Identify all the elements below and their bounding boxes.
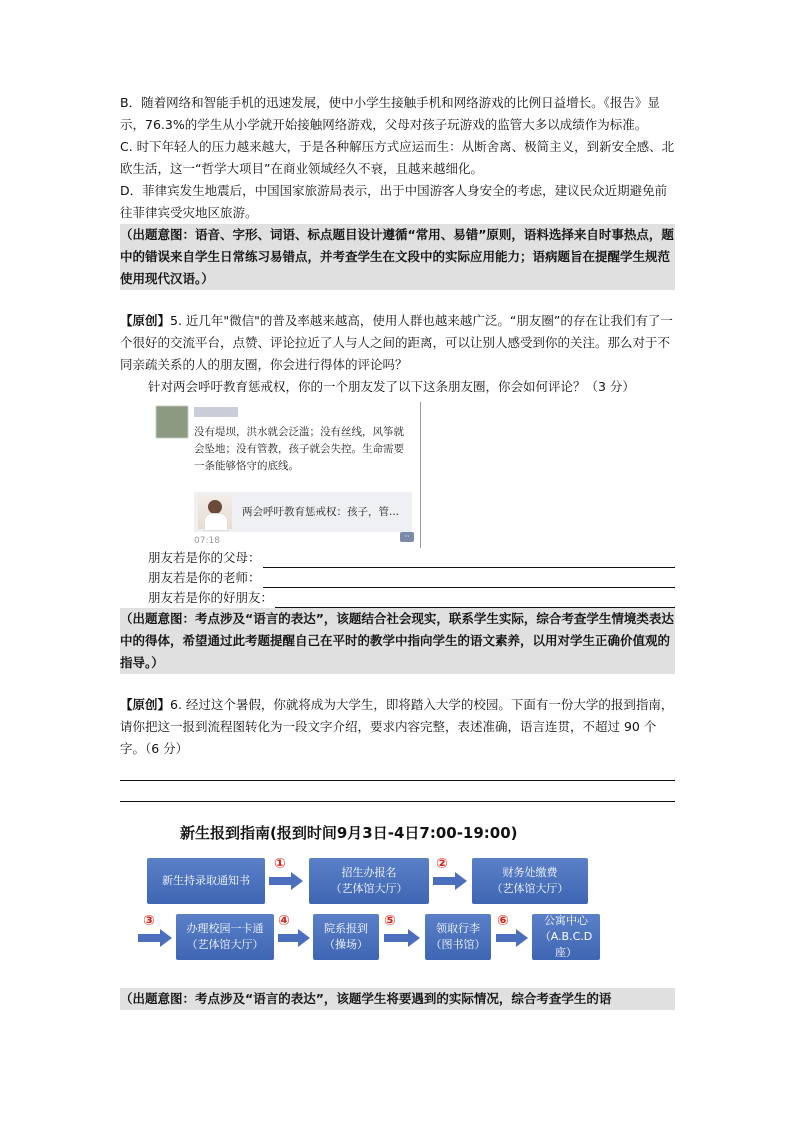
fill-label: 朋友若是你的老师： xyxy=(148,570,261,585)
arrow-icon xyxy=(298,929,310,947)
question-6-text: 6. 经过这个暑假，你就将成为大学生，即将踏入大学的校园。下面有一份大学的报到指南，请你把这一报到流程图转化为一段文字介绍，要求内容完整，表述准确，语言连贯，不超过 90 个字。（6 分） xyxy=(120,697,674,756)
link-title: 两会呼吁教育惩戒权：孩子，管... xyxy=(242,506,400,518)
question-5-text: 5. 近几年"微信"的普及率越来越高，使用人群也越来越广泛。“朋友圈”的存在让我们有了一个很好的交流平台，点赞、评论拉近了人与人之间的距离，可以让别人感受到你的关注。那么对于不同亲疏关系的人的朋友圈，你会进行得体的评论吗？ xyxy=(120,313,673,372)
exam-page xyxy=(120,92,675,1010)
question-5-sub: 针对两会呼吁教育惩戒权，你的一个朋友发了以下这条朋友圈，你会如何评论？（3 分） xyxy=(148,379,635,394)
flow-step: 办理校园一卡通 （艺体馆大厅） xyxy=(176,914,274,960)
fill-row-friend xyxy=(120,588,675,608)
flow-step: 公寓中心 （A.B.C.D座） xyxy=(532,914,600,960)
step-number: ⑥ xyxy=(497,913,509,929)
step-number: ④ xyxy=(278,913,290,929)
flow-step: 财务处缴费 （艺体馆大厅） xyxy=(472,858,588,904)
step-number: ③ xyxy=(143,913,155,929)
flow-step: 招生办报名 （艺体馆大厅） xyxy=(309,858,429,904)
step-number: ① xyxy=(274,856,286,872)
moment-text: 没有堤坝，洪水就会泛滥；没有丝线，风筝就会坠地；没有管教，孩子就会失控。生命需要一条能够恪守的底线。 xyxy=(194,426,404,472)
option-b: B．随着网络和智能手机的迅速发展，使中小学生接触手机和网络游戏的比例日益增长。《报告》显示，76.3%的学生从小学就开始接触网络游戏，父母对孩子玩游戏的监管大多以成绩作为标准。 xyxy=(120,95,660,132)
flow-step: 领取行李 （图书馆） xyxy=(425,914,491,960)
flow-step: 新生持录取通知书 xyxy=(147,858,265,904)
fill-label: 朋友若是你的父母： xyxy=(148,550,261,565)
answer-blank[interactable] xyxy=(263,573,675,588)
flow-chart xyxy=(120,822,675,972)
arrow-icon xyxy=(408,929,420,947)
question-5 xyxy=(120,310,675,376)
step-number: ② xyxy=(436,856,448,872)
post-time: 07:18 xyxy=(194,536,220,546)
arrow-icon xyxy=(291,872,303,890)
comment-icon: ·· xyxy=(400,532,414,542)
shared-link-card xyxy=(194,492,412,532)
original-tag: 【原创】 xyxy=(120,313,171,328)
option-d: D．菲律宾发生地震后，中国国家旅游局表示，出于中国游客人身安全的考虑，建议民众近期避免前往菲律宾受灾地区旅游。 xyxy=(120,183,668,220)
question-6 xyxy=(120,694,675,760)
flow-step: 院系报到 （操场） xyxy=(313,914,379,960)
link-thumbnail xyxy=(198,495,232,529)
blurred-name xyxy=(194,407,238,417)
answer-line[interactable] xyxy=(120,760,675,781)
answer-blank[interactable] xyxy=(275,593,675,608)
step-number: ⑤ xyxy=(384,913,396,929)
arrow-icon xyxy=(160,929,172,947)
answer-blank[interactable] xyxy=(263,553,675,568)
fill-row-parents xyxy=(120,548,675,568)
original-tag: 【原创】 xyxy=(120,697,171,712)
arrow-icon xyxy=(455,872,467,890)
wechat-moment xyxy=(152,402,421,548)
flow-title: 新生报到指南(报到时间9月3日-4日7:00-19:00) xyxy=(180,824,518,842)
intent-note: （出题意图：考点涉及“语言的表达”，该题学生将要遇到的实际情况，综合考查学生的语 xyxy=(120,988,675,1010)
avatar xyxy=(156,406,188,438)
option-c: C. 时下年轻人的压力越来越大，于是各种解压方式应运而生：从断舍离、极简主义，到新安全感、北欧生活，这一“哲学大项目”在商业领域经久不衰，且越来越细化。 xyxy=(120,139,675,176)
fill-row-teacher xyxy=(120,568,675,588)
intent-note: （出题意图：语音、字形、词语、标点题目设计遵循“常用、易错”原则，语料选择来自时事热点，题中的错误来自学生日常练习易错点，并考查学生在文段中的实际应用能力；语病题旨在提醒学生规范使用现代汉语。） xyxy=(120,224,675,290)
arrow-icon xyxy=(516,929,528,947)
intent-note: （出题意图：考点涉及“语言的表达”，该题结合社会现实，联系学生实际，综合考查学生情境类表达中的得体，希望通过此考题提醒自己在平时的教学中指向学生的语文素养，以用对学生正确价值观的指导。） xyxy=(120,608,675,674)
fill-label: 朋友若是你的好朋友： xyxy=(148,590,274,605)
answer-line[interactable] xyxy=(120,781,675,802)
